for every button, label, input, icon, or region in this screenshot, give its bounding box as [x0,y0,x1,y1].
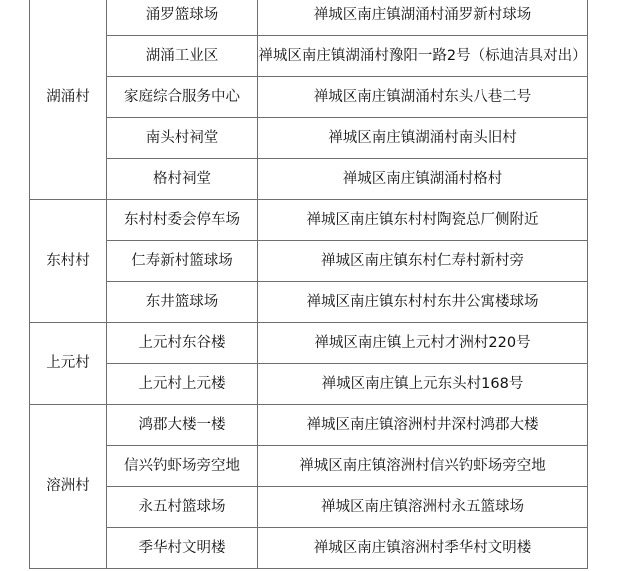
table-row [30,446,588,487]
table-row [30,118,588,159]
address-cell: 禅城区南庄镇东村村陶瓷总厂侧附近 [258,200,588,241]
table-row [30,200,588,241]
table-row [30,364,588,405]
place-cell: 鸿郡大楼一楼 [107,405,258,446]
table-row [30,77,588,118]
place-cell: 涌罗篮球场 [107,0,258,36]
village-cell: 上元村 [30,323,107,405]
place-cell: 东村村委会停车场 [107,200,258,241]
table-row [30,0,588,36]
address-cell: 禅城区南庄镇东村村东井公寓楼球场 [258,282,588,323]
address-cell: 禅城区南庄镇湖涌村格村 [258,159,588,200]
table-row [30,487,588,528]
place-cell: 上元村上元楼 [107,364,258,405]
table-row [30,323,588,364]
place-cell: 家庭综合服务中心 [107,77,258,118]
place-cell: 湖涌工业区 [107,36,258,77]
address-cell: 禅城区南庄镇湖涌村南头旧村 [258,118,588,159]
place-cell: 上元村东谷楼 [107,323,258,364]
table-row [30,528,588,569]
address-cell: 禅城区南庄镇溶洲村井深村鸿郡大楼 [258,405,588,446]
testing-sites-table [29,0,588,569]
place-cell: 格村祠堂 [107,159,258,200]
address-cell: 禅城区南庄镇溶洲村季华村文明楼 [258,528,588,569]
place-cell: 仁寿新村篮球场 [107,241,258,282]
address-cell: 禅城区南庄镇上元村才洲村220号 [258,323,588,364]
village-cell: 东村村 [30,200,107,323]
address-cell: 禅城区南庄镇湖涌村涌罗新村球场 [258,0,588,36]
address-cell: 禅城区南庄镇溶洲村永五篮球场 [258,487,588,528]
place-cell: 永五村篮球场 [107,487,258,528]
place-cell: 信兴钓虾场旁空地 [107,446,258,487]
village-cell: 溶洲村 [30,405,107,569]
address-cell: 禅城区南庄镇溶洲村信兴钓虾场旁空地 [258,446,588,487]
table-row [30,36,588,77]
address-cell: 禅城区南庄镇东村仁寿村新村旁 [258,241,588,282]
table-row [30,241,588,282]
place-cell: 东井篮球场 [107,282,258,323]
table-row [30,159,588,200]
address-cell: 禅城区南庄镇湖涌村豫阳一路2号（标迪洁具对出） [258,36,588,77]
table-row [30,282,588,323]
village-cell: 湖涌村 [30,0,107,200]
table-row [30,405,588,446]
address-cell: 禅城区南庄镇上元东头村168号 [258,364,588,405]
place-cell: 南头村祠堂 [107,118,258,159]
place-cell: 季华村文明楼 [107,528,258,569]
address-cell: 禅城区南庄镇湖涌村东头八巷二号 [258,77,588,118]
